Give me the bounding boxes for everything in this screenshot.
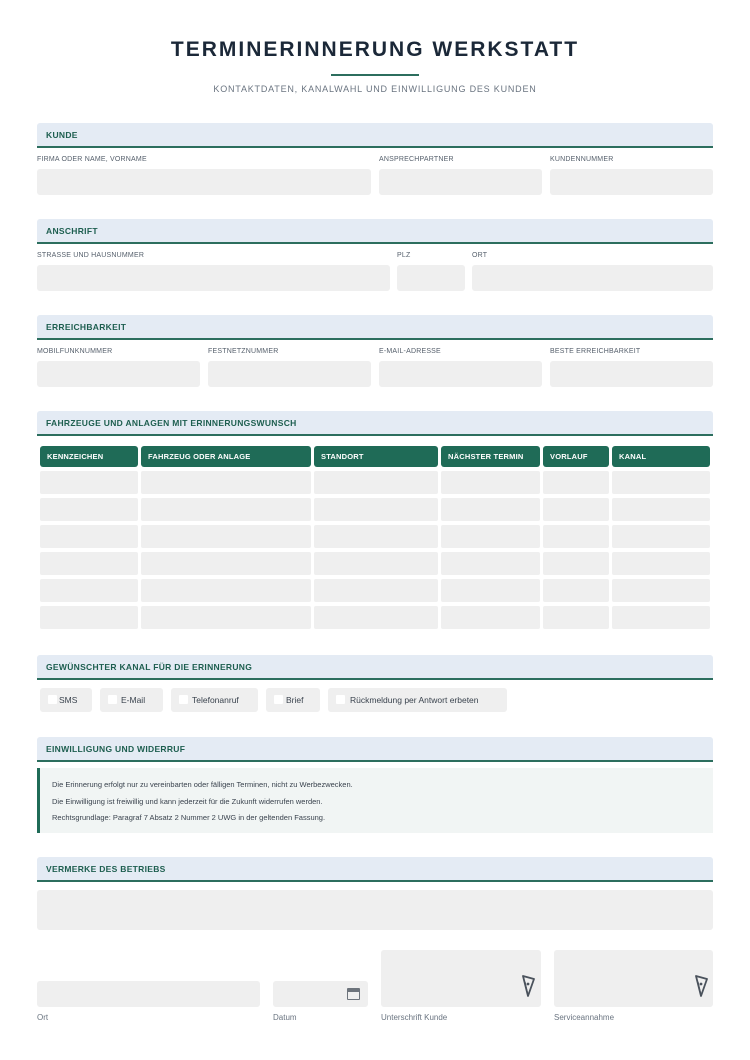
table-cell[interactable] [441, 498, 540, 521]
street-label: STRASSE UND HAUSNUMMER [37, 252, 145, 259]
best-reachability-label: BESTE ERREICHBARKEIT [550, 348, 641, 355]
table-cell[interactable] [441, 552, 540, 575]
section-reachability [37, 315, 713, 340]
table-cell[interactable] [543, 606, 609, 629]
city-label: ORT [472, 252, 488, 259]
table-cell[interactable] [612, 525, 710, 548]
table-cell[interactable] [40, 579, 138, 602]
table-cell[interactable] [141, 579, 311, 602]
checkbox-label: Rückmeldung per Antwort erbeten [350, 695, 479, 705]
checkbox-label: E-Mail [121, 695, 146, 705]
signature-customer-field[interactable] [381, 950, 541, 1007]
city-field[interactable] [472, 265, 713, 291]
consent-line: Die Erinnerung erfolgt nur zu vereinbarten oder fälligen Terminen, nicht zu Werbezwecken. [52, 780, 353, 789]
pen-nib-icon [694, 975, 708, 997]
column-header-lead-time: VORLAUF [543, 446, 609, 467]
table-cell[interactable] [141, 525, 311, 548]
mobile-label: MOBILFUNKNUMMER [37, 348, 113, 355]
table-cell[interactable] [40, 552, 138, 575]
signature-customer-caption: Unterschrift Kunde [381, 1013, 448, 1022]
table-cell[interactable] [314, 471, 438, 494]
section-title: FAHRZEUGE UND ANLAGEN MIT ERINNERUNGSWUNSCH [46, 418, 297, 428]
checkbox-box[interactable] [274, 695, 283, 704]
table-cell[interactable] [40, 471, 138, 494]
table-cell[interactable] [441, 471, 540, 494]
column-header-location: STANDORT [314, 446, 438, 467]
best-reachability-field[interactable] [550, 361, 713, 387]
table-cell[interactable] [543, 525, 609, 548]
table-cell[interactable] [40, 525, 138, 548]
section-vehicles [37, 411, 713, 436]
zip-field[interactable] [397, 265, 465, 291]
pen-nib-icon [521, 975, 535, 997]
section-title: ERREICHBARKEIT [46, 322, 127, 332]
table-cell[interactable] [612, 579, 710, 602]
name-field[interactable] [37, 169, 371, 195]
customer-number-field[interactable] [550, 169, 713, 195]
date-caption: Datum [273, 1013, 297, 1022]
page-title: TERMINERINNERUNG WERKSTATT [170, 38, 580, 61]
checkbox-box[interactable] [48, 695, 57, 704]
place-caption: Ort [37, 1013, 49, 1022]
notes-field[interactable] [37, 890, 713, 930]
checkbox-box[interactable] [108, 695, 117, 704]
section-title: GEWÜNSCHTER KANAL FÜR DIE ERINNERUNG [46, 662, 253, 672]
place-field[interactable] [37, 981, 260, 1007]
section-consent [37, 737, 713, 762]
section-title: KUNDE [46, 130, 78, 140]
landline-field[interactable] [208, 361, 371, 387]
mobile-field[interactable] [37, 361, 200, 387]
calendar-icon[interactable] [347, 988, 360, 1000]
landline-label: FESTNETZNUMMER [208, 348, 279, 355]
service-caption: Serviceannahme [554, 1013, 615, 1022]
checkbox-box[interactable] [336, 695, 345, 704]
checkbox-label: Brief [286, 695, 304, 705]
email-field[interactable] [379, 361, 542, 387]
table-cell[interactable] [314, 552, 438, 575]
checkbox-sms[interactable] [40, 688, 92, 712]
checkbox-reply-requested[interactable] [328, 688, 507, 712]
name-label: FIRMA ODER NAME, VORNAME [37, 156, 147, 163]
section-title: VERMERKE DES BETRIEBS [46, 864, 166, 874]
section-address [37, 219, 713, 244]
table-cell[interactable] [314, 498, 438, 521]
service-signature-field[interactable] [554, 950, 713, 1007]
column-header-next-date: NÄCHSTER TERMIN [441, 446, 540, 467]
table-cell[interactable] [543, 579, 609, 602]
customer-number-label: KUNDENNUMMER [550, 156, 614, 163]
column-header-channel: KANAL [612, 446, 710, 467]
table-cell[interactable] [612, 498, 710, 521]
table-cell[interactable] [141, 471, 311, 494]
table-cell[interactable] [441, 606, 540, 629]
table-cell[interactable] [40, 606, 138, 629]
table-cell[interactable] [543, 552, 609, 575]
table-cell[interactable] [141, 606, 311, 629]
table-cell[interactable] [40, 498, 138, 521]
table-cell[interactable] [441, 525, 540, 548]
zip-label: PLZ [397, 252, 411, 259]
checkbox-letter[interactable] [266, 688, 320, 712]
checkbox-label: Telefonanruf [192, 695, 239, 705]
table-cell[interactable] [141, 498, 311, 521]
checkbox-phone[interactable] [171, 688, 258, 712]
table-cell[interactable] [314, 525, 438, 548]
table-cell[interactable] [612, 471, 710, 494]
consent-line: Die Einwilligung ist freiwillig und kann jederzeit für die Zukunft widerrufen werden. [52, 797, 323, 806]
section-title: ANSCHRIFT [46, 226, 98, 236]
table-cell[interactable] [314, 606, 438, 629]
title-divider [331, 74, 419, 76]
table-cell[interactable] [141, 552, 311, 575]
contact-field[interactable] [379, 169, 542, 195]
checkbox-email[interactable] [100, 688, 163, 712]
consent-note [37, 768, 713, 833]
street-field[interactable] [37, 265, 390, 291]
column-header-plate: KENNZEICHEN [40, 446, 138, 467]
checkbox-label: SMS [59, 695, 78, 705]
email-label: E-MAIL-ADRESSE [379, 348, 441, 355]
column-header-vehicle: FAHRZEUG ODER ANLAGE [141, 446, 311, 467]
section-title: EINWILLIGUNG UND WIDERRUF [46, 744, 186, 754]
table-cell[interactable] [314, 579, 438, 602]
section-notes [37, 857, 713, 882]
consent-line: Rechtsgrundlage: Paragraf 7 Absatz 2 Nummer 2 UWG in der geltenden Fassung. [52, 813, 326, 822]
section-channel [37, 655, 713, 680]
table-cell[interactable] [612, 552, 710, 575]
table-cell[interactable] [612, 606, 710, 629]
table-cell[interactable] [543, 471, 609, 494]
contact-label: ANSPRECHPARTNER [379, 156, 454, 163]
table-cell[interactable] [543, 498, 609, 521]
table-cell[interactable] [441, 579, 540, 602]
checkbox-box[interactable] [179, 695, 188, 704]
page-subtitle: KONTAKTDATEN, KANALWAHL UND EINWILLIGUNG DES KUNDEN [213, 84, 537, 94]
section-customer [37, 123, 713, 148]
